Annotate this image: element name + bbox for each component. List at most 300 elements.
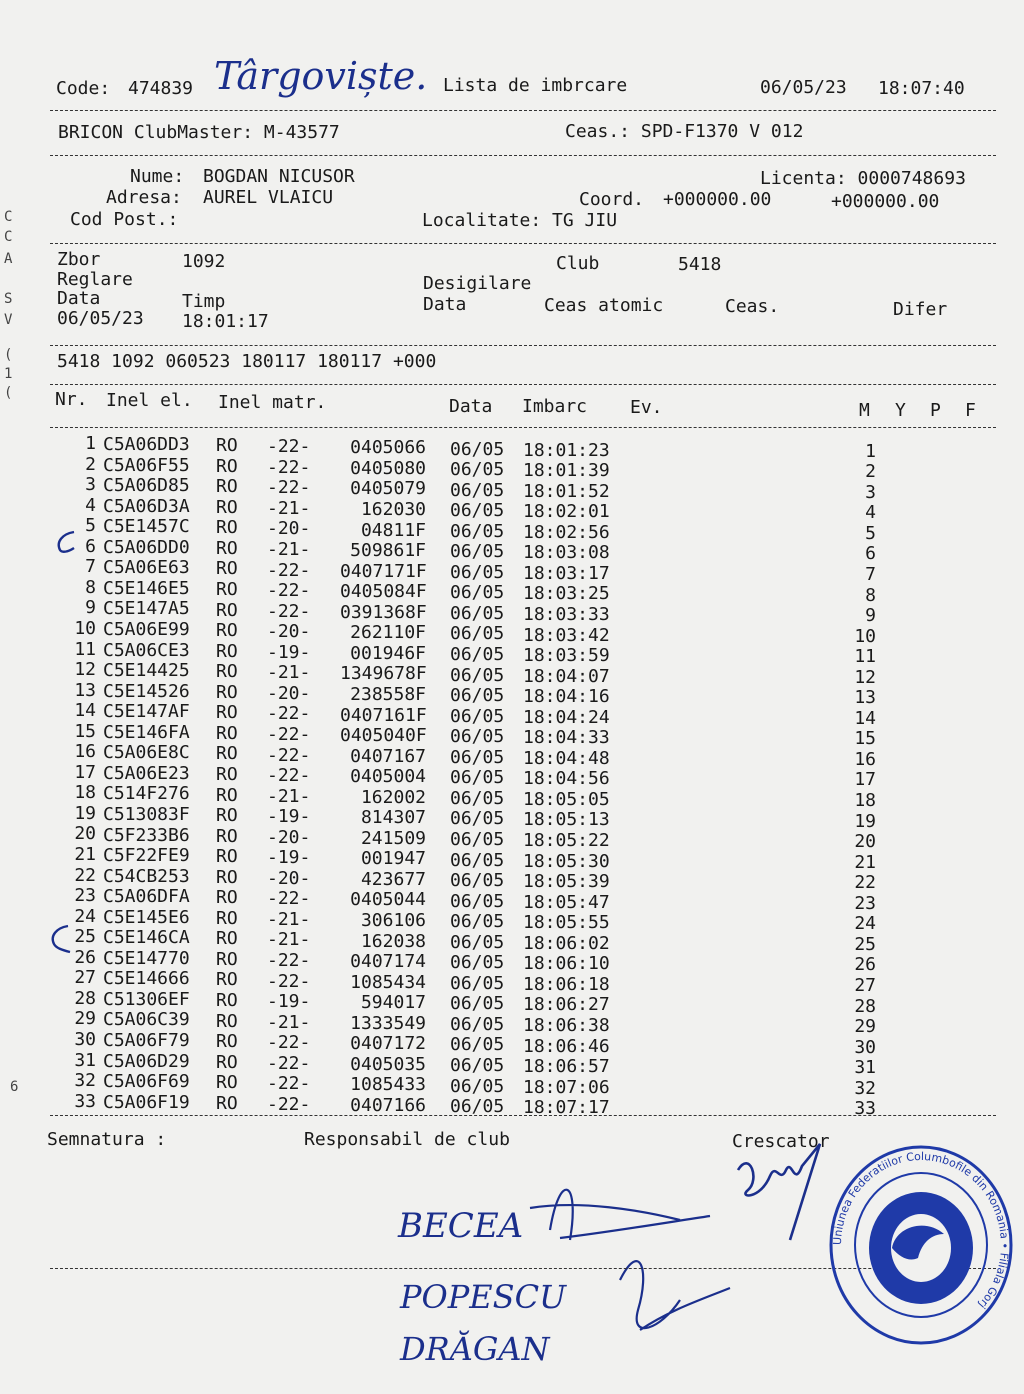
cell-nr: 22 [74,864,96,886]
club-number: 5418 [678,254,722,275]
table-row [0,638,1024,668]
cell-cc: RO [216,537,238,559]
cell-cc: RO [216,805,238,827]
cell-time: 18:04:48 [523,747,610,769]
cell-nr: 16 [74,741,96,763]
cell-cc: RO [216,763,238,785]
handwritten-name-popescu: POPESCU [400,1278,567,1316]
cell-yr: -21- [267,1011,311,1033]
cell-nr: 30 [74,1028,96,1050]
cell-time: 18:04:56 [523,768,610,790]
cell-nr: 13 [74,679,96,701]
cell-el: C5A06CE3 [103,639,190,661]
handwritten-name-becea: BECEA [398,1206,524,1246]
coord-y: +000000.00 [831,191,940,212]
cell-yr: -22- [267,950,311,972]
cell-nr: 27 [74,967,96,989]
cell-cc: RO [216,517,238,539]
cell-date: 06/05 [450,664,505,686]
cell-m: 12 [854,666,876,688]
cell-m: 13 [854,687,876,709]
nume-label: Nume: [130,166,185,187]
cell-m: 11 [854,646,876,668]
cell-date: 06/05 [450,972,505,994]
table-row [0,967,1024,996]
cell-el: C5F22FE9 [103,845,190,867]
table-row [0,515,1024,544]
cell-cc: RO [216,866,238,888]
cell-m: 1 [865,440,876,462]
cell-yr: -19- [267,991,311,1013]
cell-nr: 8 [85,576,96,598]
cell-m: 10 [854,625,876,647]
cell-date: 06/05 [450,685,505,707]
cell-el: C5A06C39 [103,1009,190,1031]
cell-yr: -21- [267,908,311,930]
cell-date: 06/05 [450,828,505,850]
check-mark-icon [46,922,76,954]
col-header-inel-el: Inel el. [106,390,193,411]
cell-cc: RO [216,846,238,868]
cell-nr: 21 [74,844,96,865]
cell-time: 18:01:23 [523,439,610,461]
margin-number: 6 [10,1079,19,1095]
cell-m: 7 [865,563,876,585]
cell-time: 18:01:52 [523,480,610,502]
cell-el: C5E146CA [103,927,190,949]
table-row [0,802,1024,832]
cell-m: 6 [865,543,876,565]
table-row [0,535,1024,565]
col-header-imbarc: Imbarc [522,396,588,417]
cell-m: 16 [854,748,876,770]
cell-date: 06/05 [450,705,505,727]
cell-m: 30 [854,1036,876,1058]
table-row [0,1049,1024,1079]
data-label: Data [57,288,101,309]
cell-time: 18:01:39 [523,460,610,482]
cell-cc: RO [216,476,238,498]
cell-time: 18:05:13 [523,809,610,831]
cell-el: C513083F [103,803,190,825]
cell-matr: 0407171F [340,560,427,582]
cell-matr: 0405044 [350,889,426,911]
cell-date: 06/05 [450,644,505,665]
cell-nr: 14 [74,700,96,722]
cell-time: 18:05:47 [523,891,610,913]
document-title: Lista de imbrcare [443,75,628,96]
cell-time: 18:05:55 [523,912,610,934]
table-row [0,679,1024,709]
cell-date: 06/05 [450,808,505,830]
table-row [0,926,1024,955]
cell-matr: 0407166 [350,1094,426,1116]
cell-matr: 0407174 [350,951,426,973]
cell-date: 06/05 [450,1034,505,1056]
cell-cc: RO [216,969,238,991]
cell-m: 14 [854,707,876,729]
cell-time: 18:06:10 [523,953,610,975]
cell-m: 31 [854,1057,876,1079]
atomic-clock-label: Ceas atomic [544,295,664,316]
cell-date: 06/05 [450,438,505,460]
cell-matr: 1333549 [350,1012,426,1034]
cell-el: C51306EF [103,988,190,1010]
cell-cc: RO [216,928,238,950]
cell-date: 06/05 [450,541,505,563]
cell-nr: 6 [85,535,96,557]
table-row [0,823,1024,853]
col-header-nr: Nr. [55,389,88,410]
cell-el: C5A06F19 [103,1091,190,1113]
club-stamp-seal [826,1130,1016,1360]
cell-cc: RO [216,702,238,724]
cell-cc: RO [216,1092,238,1114]
col-header-data: Data [449,396,493,417]
cell-time: 18:03:42 [523,624,610,646]
handwritten-name-dragan: DRĂGAN [400,1330,550,1368]
cell-time: 18:07:06 [523,1076,610,1098]
table-row [0,782,1024,812]
cell-yr: -22- [267,456,311,478]
check-mark-icon [52,528,82,558]
cell-matr: 0405040F [340,725,427,747]
cell-nr: 11 [74,638,96,660]
cell-date: 06/05 [450,520,505,542]
cell-m: 17 [854,769,876,791]
table-row [0,885,1024,914]
cell-cc: RO [216,1031,238,1053]
cell-el: C5E14526 [103,680,190,702]
cell-matr: 509861F [350,540,426,562]
cell-yr: -22- [267,436,311,458]
cell-matr: 162030 [360,499,426,521]
cell-nr: 28 [74,987,96,1009]
cell-el: C5E147AF [103,701,190,723]
cell-nr: 17 [74,761,96,783]
cell-el: C5E145E6 [103,906,190,928]
breeder-signature [730,1140,840,1250]
cell-yr: -22- [267,970,311,992]
cell-yr: -22- [267,1093,311,1115]
cell-time: 18:03:59 [523,645,610,667]
flight-number: 1092 [182,251,226,272]
cell-m: 19 [854,810,876,832]
cell-yr: -20- [267,826,311,848]
cell-yr: -22- [267,744,311,766]
table-row [0,1070,1024,1099]
cell-date: 06/05 [450,787,505,809]
cell-yr: -22- [267,765,311,787]
cell-m: 26 [854,954,876,976]
col-header-ev: Ev. [630,397,663,418]
table-row [0,1008,1024,1038]
cell-el: C5E147A5 [103,598,190,620]
coord-x: +000000.00 [663,189,772,210]
locality: Localitate: TG JIU [422,210,618,231]
reglare-date: 06/05/23 [57,308,144,329]
cell-cc: RO [216,455,238,477]
cell-matr: 162002 [360,786,426,808]
cell-time: 18:04:33 [523,727,610,749]
divider [50,155,996,156]
cell-time: 18:04:07 [523,665,610,687]
cell-el: C5E14666 [103,968,190,990]
cell-time: 18:03:17 [523,562,610,584]
cell-time: 18:05:30 [523,850,610,872]
cell-matr: 0405066 [350,437,426,459]
cell-m: 4 [865,502,876,524]
cell-matr: 306106 [360,910,426,932]
cell-nr: 24 [74,905,96,927]
table-row [0,494,1024,524]
cell-m: 24 [854,913,876,935]
table-row [0,597,1024,627]
header-date: 06/05/23 [760,77,847,98]
table-row [0,576,1024,606]
cell-yr: -22- [267,600,311,622]
cell-cc: RO [216,825,238,847]
cell-el: C5A06F55 [103,454,190,476]
cell-date: 06/05 [450,1075,505,1097]
cell-cc: RO [216,640,238,662]
cell-date: 06/05 [450,746,505,768]
postal-code-label: Cod Post.: [70,209,179,230]
cell-cc: RO [216,907,238,929]
margin-mark: ( [4,347,13,363]
cell-date: 06/05 [450,500,505,522]
cell-yr: -20- [267,621,311,643]
cell-time: 18:03:08 [523,542,610,564]
cell-m: 25 [854,933,876,955]
cell-el: C5A06DD0 [103,536,190,558]
cell-matr: 0391368F [340,601,427,623]
cell-time: 18:07:17 [523,1097,610,1119]
cell-nr: 7 [85,556,96,578]
table-row [0,474,1024,503]
cell-time: 18:05:39 [523,871,610,893]
cell-el: C5E14770 [103,947,190,969]
svg-text:Uniunea Federatiilor Columbofi: Uniunea Federatiilor Columbofile din Romania • Filiala Gorj [830,1149,1012,1312]
cell-nr: 19 [74,802,96,824]
cell-yr: -22- [267,1073,311,1095]
cell-m: 8 [865,584,876,606]
cell-time: 18:06:27 [523,994,610,1016]
code-value: 474839 [128,78,194,99]
cell-date: 06/05 [450,870,505,892]
cell-matr: 04811F [360,519,426,541]
cell-time: 18:02:56 [523,521,610,543]
club-label: Club [556,253,600,274]
table-row [0,741,1024,770]
cell-m: 22 [854,872,876,894]
cell-m: 28 [854,995,876,1017]
table-row [0,987,1024,1017]
cell-matr: 0407172 [350,1033,426,1055]
table-row [0,659,1024,688]
cell-cc: RO [216,661,238,683]
divider [50,243,996,244]
unseal-data-label: Data [423,294,467,315]
handwritten-location: Târgoviște. [214,54,428,98]
cell-matr: 1349678F [340,663,427,685]
divider [50,345,996,346]
cell-time: 18:06:38 [523,1014,610,1036]
signature-scribble [520,1160,740,1370]
cell-matr: 423677 [360,868,426,890]
cell-yr: -20- [267,682,311,704]
breeder-label: Crescator [732,1131,830,1152]
cell-date: 06/05 [450,459,505,481]
cell-matr: 001946F [350,642,426,664]
cell-el: C5F233B6 [103,824,190,846]
cell-el: C5A06E99 [103,619,190,641]
cell-nr: 4 [85,494,96,516]
cell-matr: 241509 [360,827,426,849]
cell-el: C5A06F69 [103,1071,190,1093]
cell-el: C5A06E63 [103,557,190,579]
cell-cc: RO [216,1051,238,1073]
cell-cc: RO [216,558,238,580]
table-row [0,700,1024,729]
cell-yr: -22- [267,888,311,910]
cell-nr: 31 [74,1049,96,1071]
cell-yr: -21- [267,497,311,519]
timp-label: Timp [182,291,226,312]
col-header-y: Y [895,400,906,421]
cell-time: 18:06:02 [523,932,610,954]
cell-yr: -20- [267,867,311,889]
cell-m: 27 [854,974,876,996]
cell-m: 5 [865,522,876,544]
cell-m: 23 [854,892,876,914]
divider [50,110,996,111]
cell-matr: 262110F [350,622,426,644]
cell-nr: 9 [85,597,96,619]
owner-name: BOGDAN NICUSOR [203,166,355,187]
cell-nr: 18 [74,782,96,804]
cell-nr: 33 [74,1090,96,1112]
cell-cc: RO [216,990,238,1012]
cell-yr: -22- [267,477,311,499]
divider [50,427,996,428]
cell-matr: 1085434 [350,971,426,993]
desigilare-label: Desigilare [423,273,532,294]
cell-nr: 2 [85,453,96,475]
table-row [0,433,1024,462]
cell-el: C5E146FA [103,721,190,743]
cell-el: C5E1457C [103,516,190,538]
table-row [0,1028,1024,1058]
cell-nr: 5 [85,515,96,537]
cell-date: 06/05 [450,993,505,1015]
margin-mark: A [4,251,13,267]
cell-yr: -22- [267,1032,311,1054]
col-header-p: P [930,400,941,421]
divider [50,384,996,385]
cell-nr: 26 [74,946,96,968]
margin-mark: C [4,229,13,245]
cell-matr: 0405004 [350,766,426,788]
cell-matr: 0407161F [340,704,427,726]
cell-time: 18:06:46 [523,1035,610,1057]
cell-cc: RO [216,784,238,806]
cell-el: C5A06DFA [103,886,190,908]
cell-m: 20 [854,831,876,853]
cell-time: 18:04:24 [523,706,610,728]
cell-el: C5A06E8C [103,742,190,764]
cell-el: C54CB253 [103,865,190,887]
cell-matr: 0405080 [350,457,426,479]
cell-el: C5E146E5 [103,577,190,599]
table-row [0,556,1024,585]
cell-matr: 001947 [360,848,426,870]
clock-id: Ceas.: SPD-F1370 V 012 [565,121,804,142]
margin-mark: 1 [4,366,13,382]
divider [50,1115,996,1116]
cell-matr: 1085433 [350,1074,426,1096]
cell-cc: RO [216,948,238,970]
margin-mark: V [4,312,13,328]
cell-nr: 10 [74,617,96,639]
cell-matr: 0407167 [350,745,426,767]
clock-label: Ceas. [725,296,780,317]
cell-time: 18:03:25 [523,583,610,605]
cell-time: 18:02:01 [523,501,610,523]
cell-yr: -21- [267,662,311,684]
cell-yr: -22- [267,1052,311,1074]
cell-m: 32 [854,1077,876,1099]
col-header-f: F [965,400,976,421]
cell-date: 06/05 [450,623,505,645]
cell-m: 9 [865,605,876,627]
code-label: Code: [56,78,111,99]
cell-m: 29 [854,1016,876,1038]
cell-nr: 20 [74,823,96,845]
cell-date: 06/05 [450,890,505,912]
signature-label: Semnatura : [47,1129,167,1150]
cell-matr: 594017 [360,992,426,1014]
cell-nr: 25 [74,926,96,948]
cell-matr: 0405084F [340,581,427,603]
cell-date: 06/05 [450,1055,505,1076]
cell-yr: -22- [267,559,311,581]
cell-date: 06/05 [450,582,505,604]
cell-cc: RO [216,620,238,642]
margin-mark: ( [4,385,13,401]
cell-yr: -21- [267,785,311,807]
cell-date: 06/05 [450,767,505,789]
col-header-m: M [859,400,870,421]
table-row [0,946,1024,976]
cell-date: 06/05 [450,561,505,583]
cell-date: 06/05 [450,911,505,933]
cell-matr: 0405079 [350,478,426,500]
cell-m: 2 [865,461,876,483]
coord-label: Coord. [579,189,645,210]
cell-nr: 29 [74,1008,96,1030]
cell-yr: -19- [267,847,311,869]
cell-yr: -19- [267,641,311,663]
cell-nr: 3 [85,474,96,496]
cell-el: C5A06F79 [103,1030,190,1052]
cell-cc: RO [216,722,238,744]
zbor-label: Zbor [57,249,101,270]
cell-cc: RO [216,743,238,765]
cell-el: C5A06D85 [103,475,190,497]
cell-m: 3 [865,481,876,503]
table-row [0,844,1024,873]
